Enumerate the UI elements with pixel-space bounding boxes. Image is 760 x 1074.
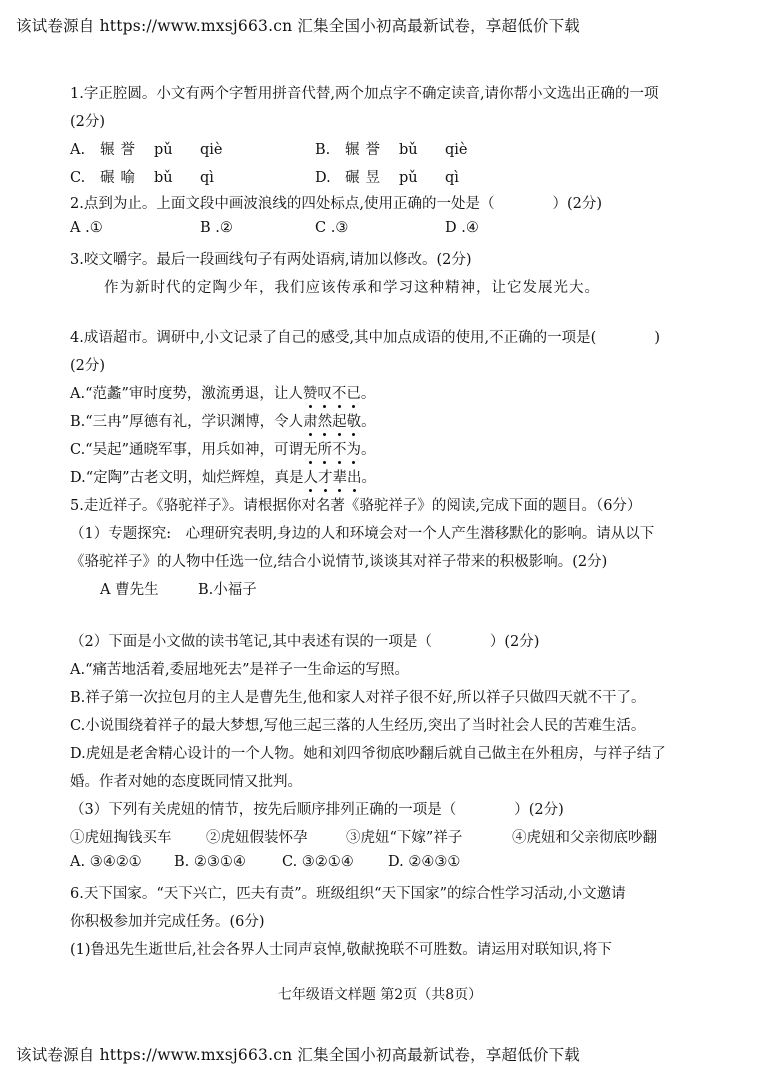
- q2-option-c: C .③: [315, 220, 349, 236]
- q5-sub3-option-c: C. ③②①④: [282, 854, 354, 870]
- q5-sub2-option-d-cont: 婚。作者对她的态度既同情又批判。: [70, 774, 302, 790]
- q4-stem: 4.成语超市。调研中,小文记录了自己的感受,其中加点成语的使用,不正确的一项是( ): [70, 330, 660, 346]
- q3-stem: 3.咬文嚼字。最后一段画线句子有两处语病,请加以修改。(2分): [70, 252, 472, 268]
- q4-points: (2分): [70, 358, 106, 374]
- q5-sub3-event-4: ④虎妞和父亲彻底吵翻: [512, 830, 657, 846]
- q5-sub1-option-b: B.小福子: [198, 582, 257, 598]
- page-footer: 七年级语文样题 第2页（共8页）: [277, 987, 483, 1003]
- q4-option-a: A.“范蠡”审时度势，激流勇退，让人赞叹不已。: [70, 382, 375, 403]
- q5-sub3-event-1: ①虎妞掏钱买车: [70, 830, 172, 846]
- q4-option-d: D.“定陶”古老文明，灿烂辉煌，真是人才辈出。: [70, 466, 376, 487]
- q5-sub1-option-a: A 曹先生: [100, 582, 159, 598]
- q5-sub2-option-c: C.小说围绕着祥子的最大梦想,写他三起三落的人生经历,突出了当时社会人民的苦难生活。: [70, 718, 646, 734]
- q5-sub3-option-a: A. ③④②①: [70, 854, 142, 870]
- q1-option-b: B. 辗誉 bǔ qiè: [315, 142, 468, 158]
- q5-sub3-event-3: ③虎妞“下嫁”祥子: [346, 830, 463, 846]
- q5-sub3-option-b: B. ②③①④: [174, 854, 246, 870]
- q5-sub3-stem: （3）下列有关虎妞的情节，按先后顺序排列正确的一项是（ ）(2分): [70, 802, 564, 818]
- q5-sub1-line1: （1）专题探究: 心理研究表明,身边的人和环境会对一个人产生潜移默化的影响。请从以下: [70, 526, 655, 542]
- q4-option-c: C.“吴起”通晓军事，用兵如神，可谓无所不为。: [70, 438, 376, 459]
- q3-sentence: 作为新时代的定陶少年，我们应该传承和学习这种精神，让它发展光大。: [104, 280, 600, 296]
- q6-stem: 6.天下国家。“天下兴亡，匹夫有责”。班级组织“天下国家”的综合性学习活动,小文邀请: [70, 886, 626, 902]
- q2-option-d: D .④: [445, 220, 479, 236]
- q2-option-b: B .②: [200, 220, 233, 236]
- q1-option-c: C. 碾喻 bǔ qì: [70, 170, 214, 186]
- q5-stem: 5.走近祥子。《骆驼祥子》。请根据你对名著《骆驼祥子》的阅读,完成下面的题目。（6分）: [70, 498, 642, 514]
- q5-sub3-option-d: D. ②④③①: [388, 854, 461, 870]
- source-banner-top: 该试卷源自 https://www.mxsj663.cn 汇集全国小初高最新试卷，享超低价下载: [16, 17, 581, 35]
- q5-sub2-option-a: A.“痛苦地活着,委屈地死去”是祥子一生命运的写照。: [70, 662, 410, 678]
- q5-sub1-line2: 《骆驼祥子》的人物中任选一位,结合小说情节,谈谈其对祥子带来的积极影响。(2分): [70, 554, 608, 570]
- q2-stem: 2.点到为止。上面文段中画波浪线的四处标点,使用正确的一处是（ ）(2分): [70, 196, 602, 212]
- q1-option-a: A. 辗誉 pǔ qiè: [70, 142, 223, 158]
- q6-stem-cont: 你积极参加并完成任务。(6分): [70, 914, 265, 930]
- q5-sub2-stem: （2）下面是小文做的读书笔记,其中表述有误的一项是（ ）(2分): [70, 634, 540, 650]
- q2-option-a: A .①: [70, 220, 103, 236]
- q1-stem: 1.字正腔圆。小文有两个字暂用拼音代替,两个加点字不确定读音,请你帮小文选出正确的一项: [70, 86, 659, 102]
- q1-points: (2分): [70, 114, 106, 130]
- q4-option-b: B.“三冉”厚德有礼，学识渊博，令人肃然起敬。: [70, 410, 376, 431]
- q5-sub3-event-2: ②虎妞假装怀孕: [206, 830, 308, 846]
- q6-sub1-stem: (1)鲁迅先生逝世后,社会各界人士同声哀悼,敬献挽联不可胜数。请运用对联知识,将下: [70, 942, 612, 958]
- q5-sub2-option-d: D.虎妞是老舍精心设计的一个人物。她和刘四爷彻底吵翻后就自己做主在外租房，与祥子结了: [70, 746, 666, 762]
- q1-option-d: D. 碾昱 pǔ qì: [315, 170, 459, 186]
- q5-sub2-option-b: B.祥子第一次拉包月的主人是曹先生,他和家人对祥子很不好,所以祥子只做四天就不干了。: [70, 690, 646, 706]
- source-banner-bottom: 该试卷源自 https://www.mxsj663.cn 汇集全国小初高最新试卷，享超低价下载: [16, 1046, 581, 1064]
